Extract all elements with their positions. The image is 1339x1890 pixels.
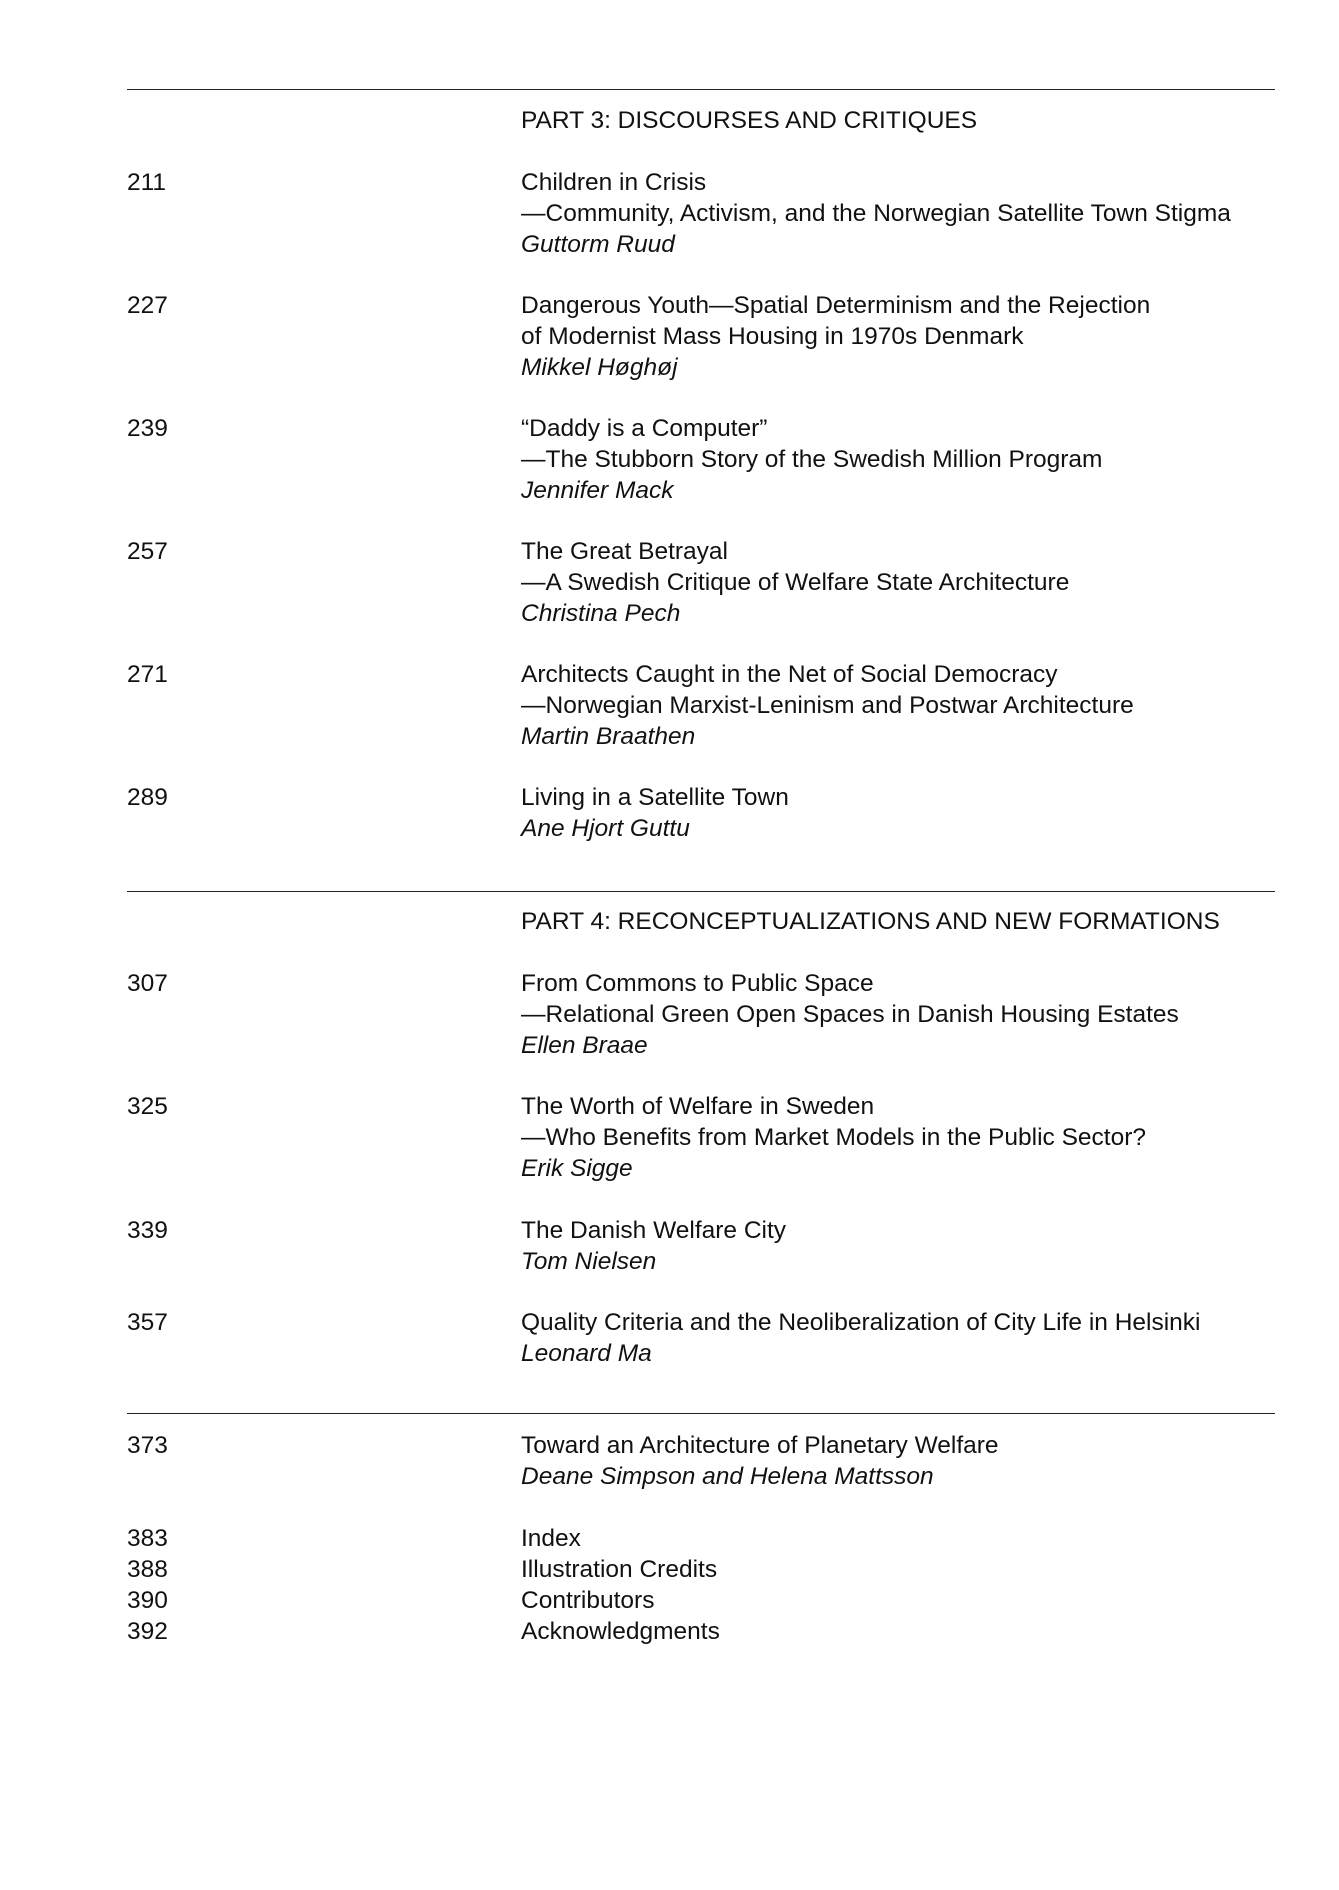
entry-text <box>521 290 1150 383</box>
back-matter-entry <box>127 1616 1287 1647</box>
entry-text <box>521 1091 1146 1184</box>
entry-author: Jennifer Mack <box>521 477 674 504</box>
page-number: 373 <box>127 1432 168 1459</box>
entry-author: Mikkel Høghøj <box>521 354 678 381</box>
entry-author: Tom Nielsen <box>521 1248 657 1275</box>
entry-subtitle-line: of Modernist Mass Housing in 1970s Denmark <box>521 323 1024 350</box>
entry-title: Acknowledgments <box>521 1618 720 1645</box>
entry-title-line: Children in Crisis <box>521 169 707 196</box>
entry-subtitle-line: —Norwegian Marxist-Leninism and Postwar Architecture <box>521 692 1134 719</box>
entry-title-line: Quality Criteria and the Neoliberalization of City Life in Helsinki <box>521 1309 1201 1336</box>
entry-text <box>521 413 1102 506</box>
entry-text <box>521 536 1069 629</box>
entry-author: Leonard Ma <box>521 1340 652 1367</box>
entry-text <box>521 782 789 844</box>
page-number: 257 <box>127 538 168 565</box>
back-matter-entry <box>127 1585 1287 1616</box>
entry-author: Erik Sigge <box>521 1155 633 1182</box>
back-matter-entry <box>127 1523 1287 1554</box>
entry-author: Ellen Braae <box>521 1032 648 1059</box>
entry-title: Index <box>521 1525 581 1552</box>
entry-author: Ane Hjort Guttu <box>521 815 690 842</box>
entry-title-line: The Great Betrayal <box>521 538 728 565</box>
entry-title: Illustration Credits <box>521 1556 718 1583</box>
entry-text <box>521 968 1179 1061</box>
page-number: 390 <box>127 1587 168 1614</box>
page-number: 392 <box>127 1618 168 1645</box>
page-number: 339 <box>127 1217 168 1244</box>
entry-title-line: “Daddy is a Computer” <box>521 415 768 442</box>
entry-text <box>521 659 1134 752</box>
page-number: 227 <box>127 292 168 319</box>
entry-title-line: Architects Caught in the Net of Social Democracy <box>521 661 1058 688</box>
entry-text <box>521 1307 1201 1369</box>
page-number: 383 <box>127 1525 168 1552</box>
entry-author: Christina Pech <box>521 600 681 627</box>
back-matter-entry <box>127 1554 1287 1585</box>
entry-subtitle-line: —Community, Activism, and the Norwegian Satellite Town Stigma <box>521 200 1231 227</box>
entry-subtitle-line: —A Swedish Critique of Welfare State Architecture <box>521 569 1070 596</box>
entry-text <box>521 1430 999 1492</box>
page-number: 388 <box>127 1556 168 1583</box>
entry-subtitle-line: —The Stubborn Story of the Swedish Million Program <box>521 446 1103 473</box>
entry-text <box>521 1215 786 1277</box>
part-heading: PART 3: DISCOURSES AND CRITIQUES <box>521 107 978 134</box>
section-divider <box>127 89 1275 90</box>
section-divider <box>127 1413 1275 1414</box>
entry-author: Guttorm Ruud <box>521 231 675 258</box>
page-number: 271 <box>127 661 168 688</box>
page-number: 239 <box>127 415 168 442</box>
entry-author: Deane Simpson and Helena Mattsson <box>521 1463 934 1490</box>
entry-title-line: The Danish Welfare City <box>521 1217 787 1244</box>
entry-title-line: Dangerous Youth—Spatial Determinism and the Rejection <box>521 292 1151 319</box>
entry-text <box>521 167 1231 260</box>
section-divider <box>127 891 1275 892</box>
entry-title: Contributors <box>521 1587 655 1614</box>
entry-title-line: Toward an Architecture of Planetary Welfare <box>521 1432 999 1459</box>
entry-title-line: From Commons to Public Space <box>521 970 874 997</box>
page-number: 307 <box>127 970 168 997</box>
page-number: 289 <box>127 784 168 811</box>
page-number: 357 <box>127 1309 168 1336</box>
entry-subtitle-line: —Relational Green Open Spaces in Danish Housing Estates <box>521 1001 1179 1028</box>
entry-author: Martin Braathen <box>521 723 696 750</box>
part-heading: PART 4: RECONCEPTUALIZATIONS AND NEW FORMATIONS <box>521 908 1220 935</box>
entry-title-line: Living in a Satellite Town <box>521 784 789 811</box>
entry-subtitle-line: —Who Benefits from Market Models in the Public Sector? <box>521 1124 1147 1151</box>
page-number: 325 <box>127 1093 168 1120</box>
page-number: 211 <box>127 169 167 196</box>
entry-title-line: The Worth of Welfare in Sweden <box>521 1093 875 1120</box>
